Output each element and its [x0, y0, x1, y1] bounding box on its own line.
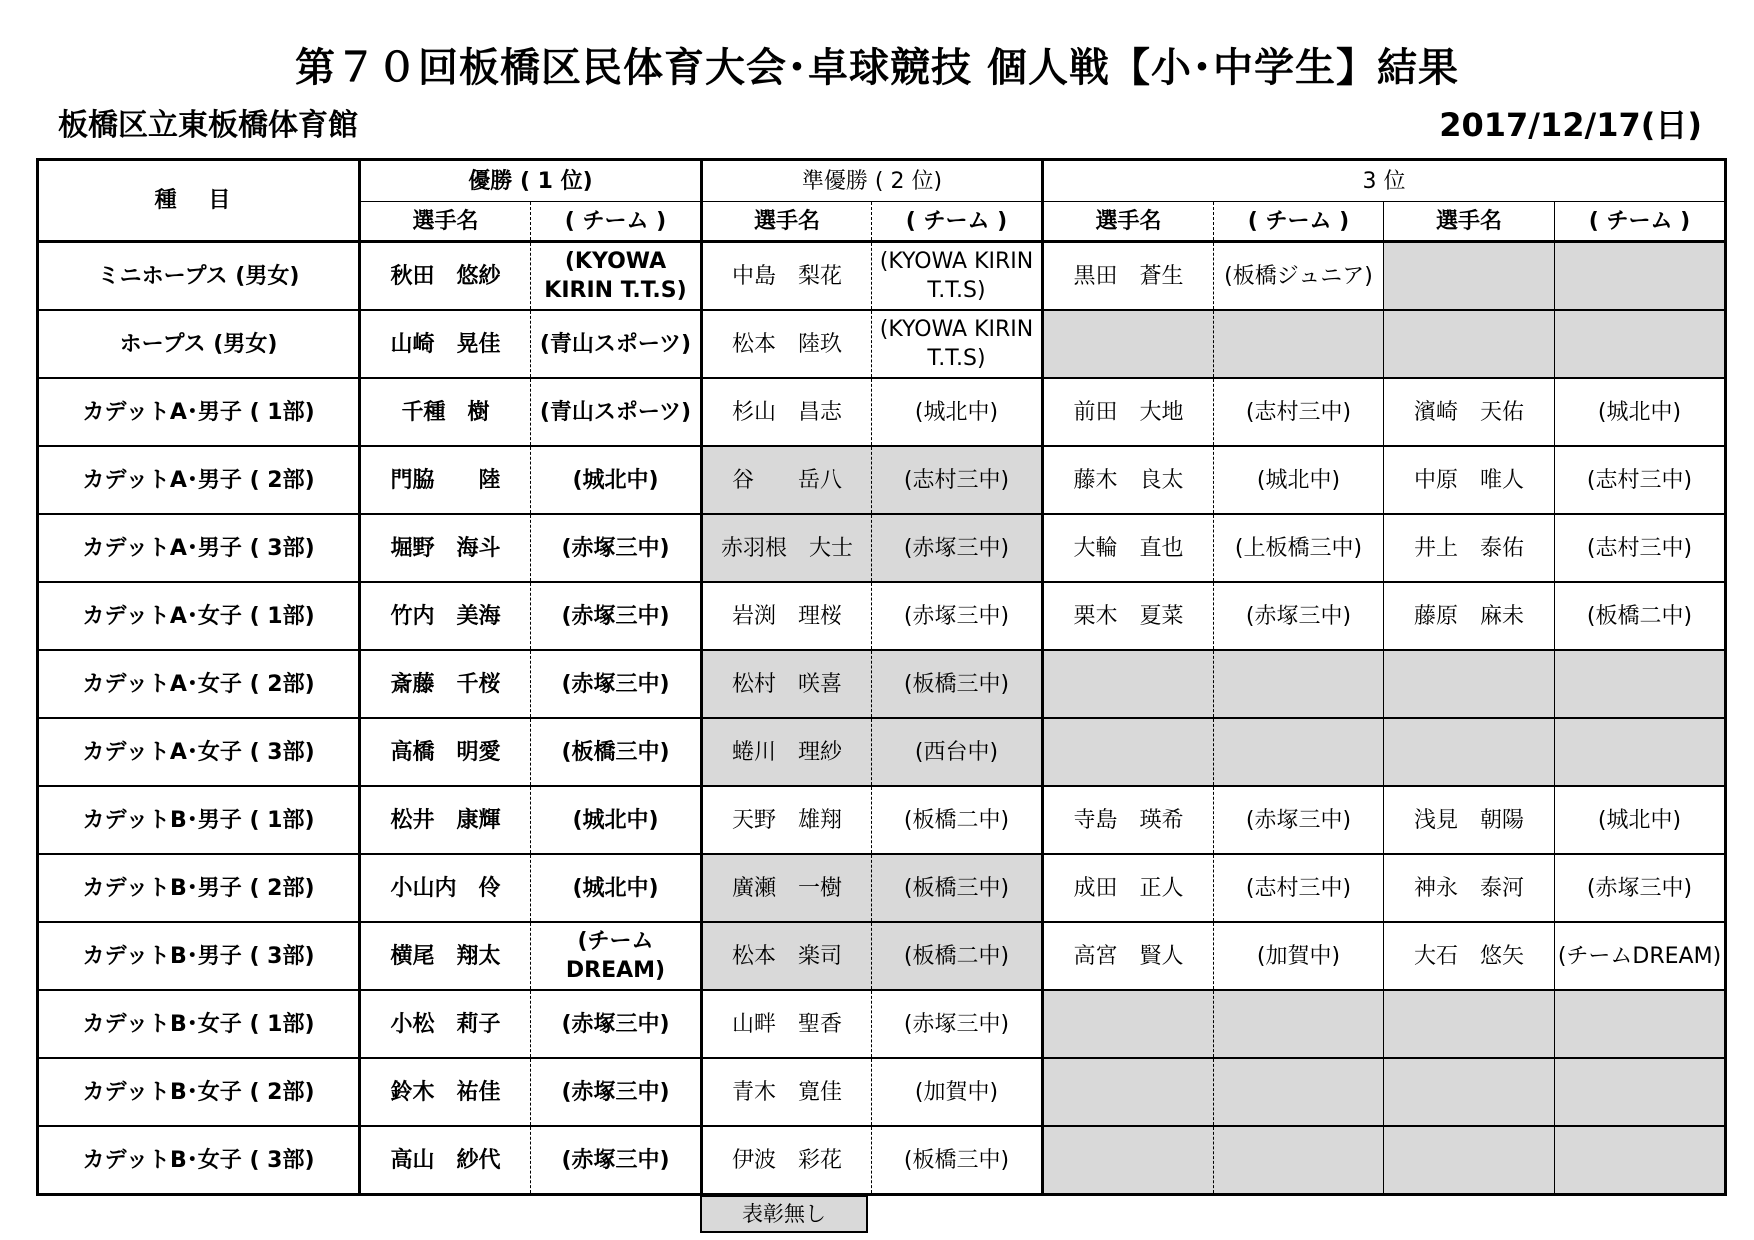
bronze1-player-header: 選手名 [1043, 202, 1214, 242]
category-cell: カデットB･男子 ( 2部) [38, 854, 360, 922]
category-cell: カデットB･女子 ( 1部) [38, 990, 360, 1058]
bronze2-team-cell [1555, 650, 1726, 718]
bronze1-player-cell [1043, 718, 1214, 786]
silver-team-cell: (加賀中) [872, 1058, 1043, 1126]
silver-player-cell: 青木 寛佳 [702, 1058, 872, 1126]
silver-player-cell: 天野 雄翔 [702, 786, 872, 854]
silver-player-cell: 松村 咲喜 [702, 650, 872, 718]
bronze1-team-cell: (赤塚三中) [1214, 582, 1384, 650]
silver-player-cell: 杉山 昌志 [702, 378, 872, 446]
table-row [38, 1058, 1726, 1126]
bronze1-team-cell [1214, 990, 1384, 1058]
bronze2-player-cell: 中原 唯人 [1384, 446, 1555, 514]
bronze1-team-cell [1214, 1058, 1384, 1126]
silver-player-cell: 松本 陸玖 [702, 310, 872, 378]
category-header: 種 目 [38, 160, 360, 242]
table-row [38, 786, 1726, 854]
bronze1-player-cell [1043, 1058, 1214, 1126]
bronze1-team-cell [1214, 310, 1384, 378]
bronze2-team-cell [1555, 242, 1726, 311]
bronze2-player-cell [1384, 650, 1555, 718]
category-cell: カデットA･男子 ( 1部) [38, 378, 360, 446]
gold-player-header: 選手名 [360, 202, 531, 242]
results-body [38, 242, 1726, 1195]
silver-team-cell: (城北中) [872, 378, 1043, 446]
category-cell: カデットB･女子 ( 3部) [38, 1126, 360, 1195]
silver-team-cell: (赤塚三中) [872, 582, 1043, 650]
table-row [38, 718, 1726, 786]
category-cell: ホープス (男女) [38, 310, 360, 378]
gold-player-cell: 高山 紗代 [360, 1126, 531, 1195]
bronze1-player-cell: 前田 大地 [1043, 378, 1214, 446]
category-cell: カデットB･女子 ( 2部) [38, 1058, 360, 1126]
gold-team-cell: (城北中) [531, 854, 702, 922]
bronze1-team-cell [1214, 650, 1384, 718]
gold-team-header: ( チーム ) [531, 202, 702, 242]
gold-team-cell: (赤塚三中) [531, 582, 702, 650]
bronze-header: 3 位 [1043, 160, 1726, 202]
gold-team-cell: (赤塚三中) [531, 514, 702, 582]
event-date: 2017/12/17(日) [1439, 106, 1702, 144]
bronze1-team-cell: (志村三中) [1214, 854, 1384, 922]
silver-header: 準優勝 ( 2 位) [702, 160, 1043, 202]
category-cell: カデットA･男子 ( 2部) [38, 446, 360, 514]
table-row [38, 310, 1726, 378]
bronze2-player-cell [1384, 990, 1555, 1058]
silver-team-cell: (KYOWA KIRIN T.T.S) [872, 242, 1043, 311]
gold-team-cell: (赤塚三中) [531, 990, 702, 1058]
silver-player-cell: 谷 岳八 [702, 446, 872, 514]
bronze1-player-cell [1043, 1126, 1214, 1195]
bronze1-player-cell: 黒田 蒼生 [1043, 242, 1214, 311]
bronze2-player-cell [1384, 1058, 1555, 1126]
silver-player-cell: 岩渕 理桜 [702, 582, 872, 650]
results-table [36, 158, 1727, 1196]
silver-player-cell: 伊波 彩花 [702, 1126, 872, 1195]
gold-player-cell: 門脇 陸 [360, 446, 531, 514]
gold-player-cell: 小松 莉子 [360, 990, 531, 1058]
bronze2-player-cell: 大石 悠矢 [1384, 922, 1555, 990]
bronze1-team-cell: (板橋ジュニア) [1214, 242, 1384, 311]
bronze2-team-cell: (志村三中) [1555, 514, 1726, 582]
gold-player-cell: 松井 康輝 [360, 786, 531, 854]
bronze1-player-cell: 大輪 直也 [1043, 514, 1214, 582]
gold-team-cell: (城北中) [531, 446, 702, 514]
category-cell: カデットA･女子 ( 3部) [38, 718, 360, 786]
gold-player-cell: 斎藤 千桜 [360, 650, 531, 718]
bronze2-player-cell: 神永 泰河 [1384, 854, 1555, 922]
bronze1-team-cell: (加賀中) [1214, 922, 1384, 990]
bronze1-player-cell: 藤木 良太 [1043, 446, 1214, 514]
bronze1-player-cell [1043, 990, 1214, 1058]
gold-team-cell: (チームDREAM) [531, 922, 702, 990]
gold-team-cell: (赤塚三中) [531, 1058, 702, 1126]
bronze1-team-cell [1214, 1126, 1384, 1195]
silver-player-cell: 蜷川 理紗 [702, 718, 872, 786]
gold-player-cell: 竹内 美海 [360, 582, 531, 650]
category-cell: カデットA･男子 ( 3部) [38, 514, 360, 582]
bronze1-team-cell: (赤塚三中) [1214, 786, 1384, 854]
bronze1-player-cell [1043, 310, 1214, 378]
bronze2-player-cell [1384, 1126, 1555, 1195]
table-row [38, 650, 1726, 718]
bronze2-team-cell: (城北中) [1555, 378, 1726, 446]
silver-team-cell: (西台中) [872, 718, 1043, 786]
bronze2-team-header: ( チーム ) [1555, 202, 1726, 242]
bronze2-player-cell: 浅見 朝陽 [1384, 786, 1555, 854]
gold-team-cell: (城北中) [531, 786, 702, 854]
bronze1-team-header: ( チーム ) [1214, 202, 1384, 242]
bronze1-player-cell: 高宮 賢人 [1043, 922, 1214, 990]
venue-label: 板橋区立東板橋体育館 [58, 108, 358, 143]
category-cell: ミニホープス (男女) [38, 242, 360, 311]
table-row [38, 514, 1726, 582]
table-row [38, 854, 1726, 922]
silver-team-header: ( チーム ) [872, 202, 1043, 242]
bronze2-team-cell [1555, 1126, 1726, 1195]
gold-team-cell: (赤塚三中) [531, 650, 702, 718]
bronze1-team-cell: (上板橋三中) [1214, 514, 1384, 582]
silver-team-cell: (板橋三中) [872, 1126, 1043, 1195]
silver-player-cell: 廣瀬 一樹 [702, 854, 872, 922]
silver-player-header: 選手名 [702, 202, 872, 242]
table-row [38, 378, 1726, 446]
bronze2-team-cell [1555, 310, 1726, 378]
bronze1-team-cell: (城北中) [1214, 446, 1384, 514]
bronze2-player-cell [1384, 310, 1555, 378]
bronze2-player-header: 選手名 [1384, 202, 1555, 242]
bronze1-player-cell [1043, 650, 1214, 718]
gold-team-cell: (赤塚三中) [531, 1126, 702, 1195]
silver-player-cell: 松本 楽司 [702, 922, 872, 990]
bronze1-player-cell: 成田 正人 [1043, 854, 1214, 922]
gold-player-cell: 千種 樹 [360, 378, 531, 446]
silver-team-cell: (赤塚三中) [872, 514, 1043, 582]
table-row [38, 990, 1726, 1058]
silver-player-cell: 赤羽根 大士 [702, 514, 872, 582]
table-row [38, 1126, 1726, 1195]
category-cell: カデットA･女子 ( 1部) [38, 582, 360, 650]
bronze2-team-cell: (志村三中) [1555, 446, 1726, 514]
gold-player-cell: 山崎 晃佳 [360, 310, 531, 378]
gold-player-cell: 堀野 海斗 [360, 514, 531, 582]
gold-player-cell: 鈴木 祐佳 [360, 1058, 531, 1126]
silver-team-cell: (KYOWA KIRIN T.T.S) [872, 310, 1043, 378]
silver-team-cell: (板橋二中) [872, 922, 1043, 990]
bronze1-team-cell [1214, 718, 1384, 786]
silver-team-cell: (志村三中) [872, 446, 1043, 514]
bronze2-player-cell: 井上 泰佑 [1384, 514, 1555, 582]
silver-player-cell: 山畔 聖香 [702, 990, 872, 1058]
bronze2-team-cell [1555, 718, 1726, 786]
bronze1-team-cell: (志村三中) [1214, 378, 1384, 446]
table-row [38, 242, 1726, 311]
bronze2-team-cell: (板橋二中) [1555, 582, 1726, 650]
silver-player-cell: 中島 梨花 [702, 242, 872, 311]
category-cell: カデットB･男子 ( 1部) [38, 786, 360, 854]
silver-team-cell: (板橋三中) [872, 854, 1043, 922]
gold-team-cell: (板橋三中) [531, 718, 702, 786]
bronze2-team-cell: (城北中) [1555, 786, 1726, 854]
silver-team-cell: (板橋二中) [872, 786, 1043, 854]
gold-team-cell: (KYOWA KIRIN T.T.S) [531, 242, 702, 311]
table-row [38, 582, 1726, 650]
bronze2-player-cell [1384, 718, 1555, 786]
bronze1-player-cell: 栗木 夏菜 [1043, 582, 1214, 650]
bronze2-team-cell [1555, 1058, 1726, 1126]
category-cell: カデットB･男子 ( 3部) [38, 922, 360, 990]
gold-player-cell: 秋田 悠紗 [360, 242, 531, 311]
category-cell: カデットA･女子 ( 2部) [38, 650, 360, 718]
bronze2-team-cell: (赤塚三中) [1555, 854, 1726, 922]
gold-player-cell: 横尾 翔太 [360, 922, 531, 990]
no-award-legend: 表彰無し [700, 1195, 868, 1233]
gold-header: 優勝 ( 1 位) [360, 160, 702, 202]
silver-team-cell: (赤塚三中) [872, 990, 1043, 1058]
gold-team-cell: (青山スポーツ) [531, 310, 702, 378]
bronze2-player-cell: 濱崎 天佑 [1384, 378, 1555, 446]
silver-team-cell: (板橋三中) [872, 650, 1043, 718]
gold-player-cell: 小山内 伶 [360, 854, 531, 922]
table-row [38, 922, 1726, 990]
bronze2-player-cell [1384, 242, 1555, 311]
bronze2-player-cell: 藤原 麻未 [1384, 582, 1555, 650]
page-title: 第７０回板橋区民体育大会･卓球競技 個人戦【小･中学生】結果 [295, 45, 1459, 91]
gold-team-cell: (青山スポーツ) [531, 378, 702, 446]
table-row [38, 446, 1726, 514]
bronze2-team-cell: (チームDREAM) [1555, 922, 1726, 990]
bronze1-player-cell: 寺島 瑛希 [1043, 786, 1214, 854]
bronze2-team-cell [1555, 990, 1726, 1058]
gold-player-cell: 高橋 明愛 [360, 718, 531, 786]
